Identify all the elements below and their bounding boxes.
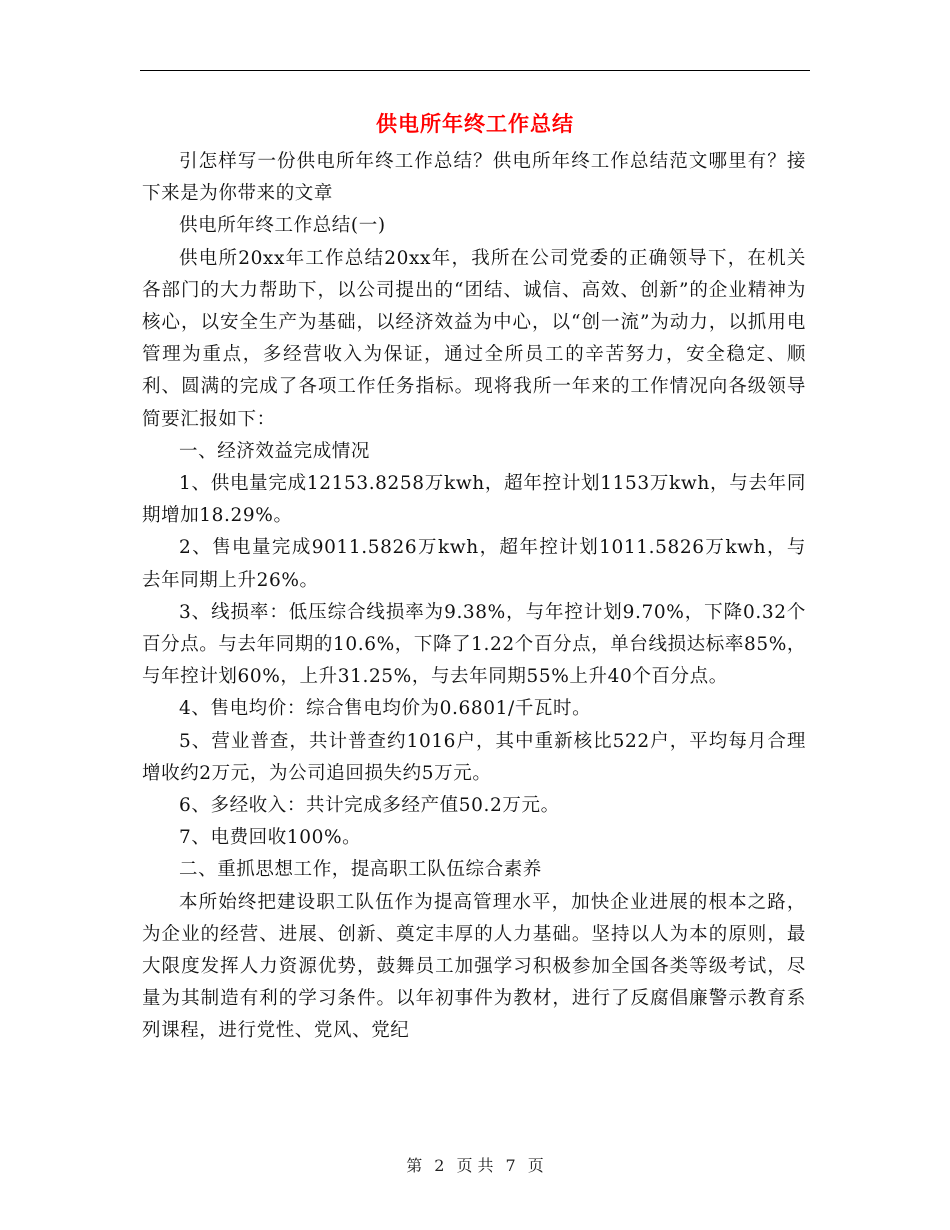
section-heading-ideology: 二、重抓思想工作，提高职工队伍综合素养	[179, 859, 542, 881]
paragraph-item-7: 7、电费回收100%。	[179, 827, 362, 849]
document-body	[142, 146, 806, 1048]
paragraph-item-5: 5、营业普查，共计普查约1016户，其中重新核比522户，平均每月合理增收约2万元，为公司追回损失约5万元。	[142, 730, 806, 784]
section-heading-economic: 一、经济效益完成情况	[179, 440, 371, 462]
total-page-number: 7	[505, 1156, 516, 1175]
page-footer	[0, 1154, 950, 1178]
paragraph-item-4: 4、售电均价：综合售电均价为0.6801/千瓦时。	[179, 698, 592, 720]
footer-prefix: 第	[406, 1156, 423, 1175]
paragraph-overview: 供电所20xx年工作总结20xx年，我所在公司党委的正确领导下，在机关各部门的大力帮助下，以公司提出的“团结、诚信、高效、创新”的企业精神为核心，以安全生产为基础，以经济效益为中心，以“创一流”为动力，以抓用电管理为重点，多经营收入为保证，通过全所员工的辛苦努力，安全稳定、顺利、圆满的完成了各项工作任务指标。现将我所一年来的工作情况向各级领导简要汇报如下：	[142, 247, 806, 430]
paragraph-subtitle: 供电所年终工作总结(一)	[179, 215, 386, 237]
footer-suffix: 页	[527, 1156, 544, 1175]
paragraph-item-3: 3、线损率：低压综合线损率为9.38%，与年控计划9.70%，下降0.32个百分点。与去年同期的10.6%，下降了1.22个百分点，单台线损达标率85%，与年控计划60%，上升31.25%，与去年同期55%上升40个百分点。	[142, 601, 806, 688]
current-page-number: 2	[434, 1156, 445, 1175]
header-rule	[140, 70, 810, 71]
document-title: 供电所年终工作总结	[376, 111, 574, 136]
paragraph-item-1: 1、供电量完成12153.8258万kwh，超年控计划1153万kwh，与去年同期增加18.29%。	[142, 473, 806, 527]
footer-middle: 页 共	[456, 1156, 494, 1175]
paragraph-intro: 引怎样写一份供电所年终工作总结？供电所年终工作总结范文哪里有？接下来是为你带来的文章	[142, 151, 806, 205]
paragraph-item-6: 6、多经收入：共计完成多经产值50.2万元。	[179, 795, 560, 817]
paragraph-item-2: 2、售电量完成9011.5826万kwh，超年控计划1011.5826万kwh，与去年同期上升26%。	[142, 537, 806, 591]
paragraph-ideology: 本所始终把建设职工队伍作为提高管理水平，加快企业进展的根本之路，为企业的经营、进展、创新、奠定丰厚的人力基础。坚持以人为本的原则，最大限度发挥人力资源优势，鼓舞员工加强学习积极参加全国各类等级考试，尽量为其制造有利的学习条件。以年初事件为教材，进行了反腐倡廉警示教育系列课程，进行党性、党风、党纪	[142, 891, 806, 1042]
